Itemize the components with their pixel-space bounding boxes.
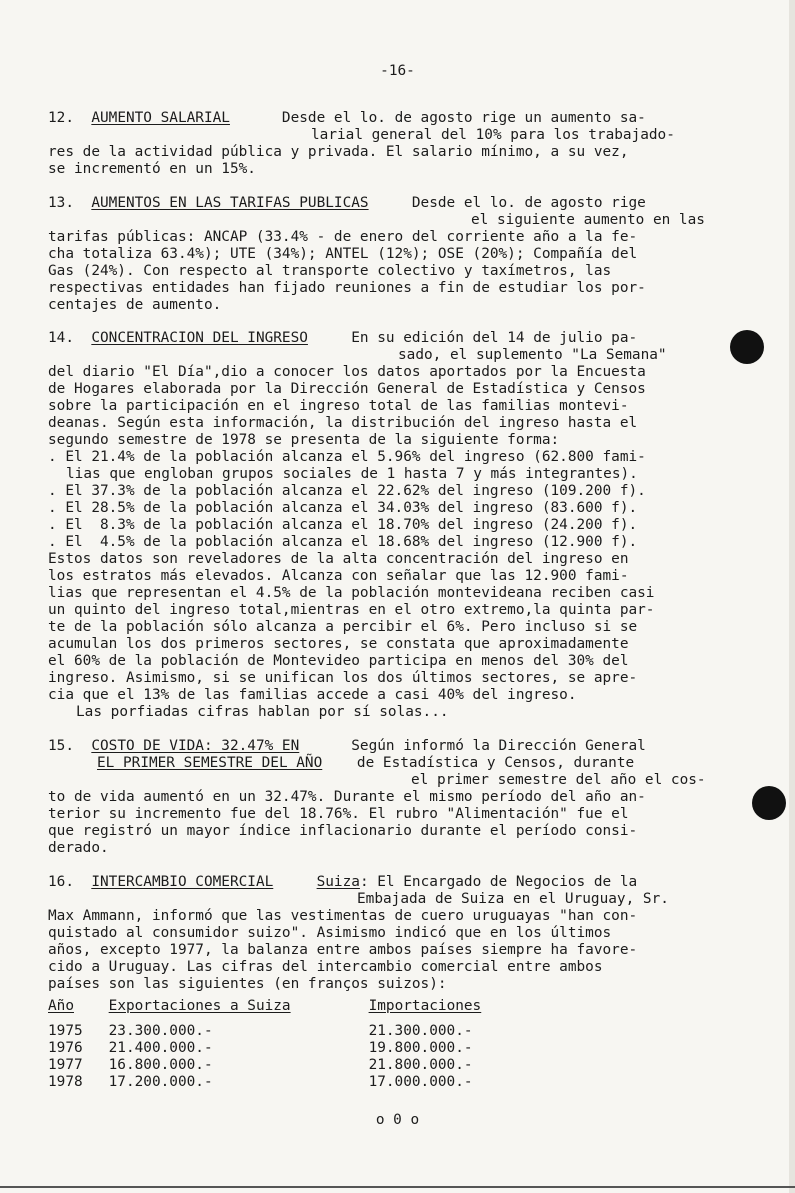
income-distribution-item: . El 28.5% de la población alcanza el 34.03% del ingreso (83.600 f). [48,500,638,516]
section-12-line: larial general del 10% para los trabajado- [311,127,675,143]
section-16-line: quistado al consumidor suizo". Asimismo indicó que en los últimos [48,925,612,941]
section-13-first-line: 13. AUMENTOS EN LAS TARIFAS PUBLICAS Desde el lo. de agosto rige [48,195,646,211]
punch-hole-bottom [752,786,786,820]
section-14-line: sobre la participación en el ingreso total de las familias montevi- [48,398,629,414]
section-14-line: un quinto del ingreso total,mientras en el otro extremo,la quinta par- [48,602,655,618]
income-distribution-item: . El 8.3% de la población alcanza el 18.70% del ingreso (24.200 f). [48,517,638,533]
section-15-second-line: EL PRIMER SEMESTRE DEL AÑO de Estadística y Censos, durante [97,755,635,771]
section-13-line: centajes de aumento. [48,297,222,313]
income-distribution-item: . El 4.5% de la población alcanza el 18.68% del ingreso (12.900 f). [48,534,638,550]
section-16-line: cido a Uruguay. Las cifras del intercambio comercial entre ambos [48,959,603,975]
section-14-line: te de la población sólo alcanza a percibir el 6%. Pero incluso si se [48,619,638,635]
section-14-line: cia que el 13% de las familias accede a casi 40% del ingreso. [48,687,577,703]
section-12-line: res de la actividad pública y privada. El salario mínimo, a su vez, [48,144,629,160]
section-14-line: los estratos más elevados. Alcanza con señalar que las 12.900 fami- [48,568,629,584]
section-15-line: que registró un mayor índice inflacionario durante el período consi- [48,823,638,839]
section-16-line: países son las siguientes (en franços suizos): [48,976,447,992]
section-15-line: to de vida aumentó en un 32.47%. Durante el mismo período del año an- [48,789,646,805]
section-16-line: años, excepto 1977, la balanza entre ambos países siempre ha favore- [48,942,638,958]
section-14-line: el 60% de la población de Montevideo participa en menos del 30% del [48,653,629,669]
section-14-line: de Hogares elaborada por la Dirección General de Estadística y Censos [48,381,646,397]
section-14-first-line: 14. CONCENTRACION DEL INGRESO En su edición del 14 de julio pa- [48,330,638,346]
section-14-line: Estos datos son reveladores de la alta concentración del ingreso en [48,551,629,567]
section-12-first-line: 12. AUMENTO SALARIAL Desde el lo. de agosto rige un aumento sa- [48,110,646,126]
page-number: -16- [380,63,415,79]
trade-table-header: Año Exportaciones a Suiza Importaciones [48,998,482,1014]
section-14-line: acumulan los dos primeros sectores, se constata que aproximadamente [48,636,629,652]
section-16-line: Max Ammann, informó que las vestimentas de cuero uruguayas "han con- [48,908,638,924]
section-13-line: respectivas entidades han fijado reuniones a fin de estudiar los por- [48,280,646,296]
income-distribution-item: . El 21.4% de la población alcanza el 5.96% del ingreso (62.800 fami- [48,449,646,465]
trade-table-row: 1977 16.800.000.- 21.800.000.- [48,1057,473,1073]
trade-table-row: 1976 21.400.000.- 19.800.000.- [48,1040,473,1056]
section-15-line: derado. [48,840,109,856]
section-14-line: Las porfiadas cifras hablan por sí solas... [76,704,449,720]
income-distribution-item: . El 37.3% de la población alcanza el 22.62% del ingreso (109.200 f). [48,483,646,499]
bottom-rule [0,1186,795,1188]
section-14-line: del diario "El Día",dio a conocer los datos aportados por la Encuesta [48,364,646,380]
trade-table-row: 1978 17.200.000.- 17.000.000.- [48,1074,473,1090]
section-15-line: terior su incremento fue del 18.76%. El rubro "Alimentación" fue el [48,806,629,822]
section-15-line: el primer semestre del año el cos- [411,772,706,788]
section-15-first-line: 15. COSTO DE VIDA: 32.47% EN Según informó la Dirección General [48,738,646,754]
section-12-line: se incrementó en un 15%. [48,161,256,177]
page-edge-shadow [789,0,795,1193]
section-13-line: el siguiente aumento en las [471,212,705,228]
section-16-first-line: 16. INTERCAMBIO COMERCIAL Suiza: El Encargado de Negocios de la [48,874,638,890]
section-14-line: sado, el suplemento "La Semana" [398,347,667,363]
section-14-line: segundo semestre de 1978 se presenta de la siguiente forma: [48,432,560,448]
section-13-line: cha totaliza 63.4%); UTE (34%); ANTEL (12%); OSE (20%); Compañía del [48,246,638,262]
section-end-mark: o 0 o [375,1112,420,1128]
section-13-line: Gas (24%). Con respecto al transporte colectivo y taxímetros, las [48,263,612,279]
section-14-line: ingreso. Asimismo, si se unifican los dos últimos sectores, se apre- [48,670,638,686]
section-16-line: Embajada de Suiza en el Uruguay, Sr. [357,891,669,907]
section-13-line: tarifas públicas: ANCAP (33.4% - de enero del corriente año a la fe- [48,229,638,245]
trade-table-row: 1975 23.300.000.- 21.300.000.- [48,1023,473,1039]
punch-hole-top [730,330,764,364]
income-distribution-item: lias que engloban grupos sociales de 1 hasta 7 y más integrantes). [66,466,638,482]
section-14-line: deanas. Según esta información, la distribución del ingreso hasta el [48,415,638,431]
section-14-line: lias que representan el 4.5% de la población montevideana reciben casi [48,585,655,601]
